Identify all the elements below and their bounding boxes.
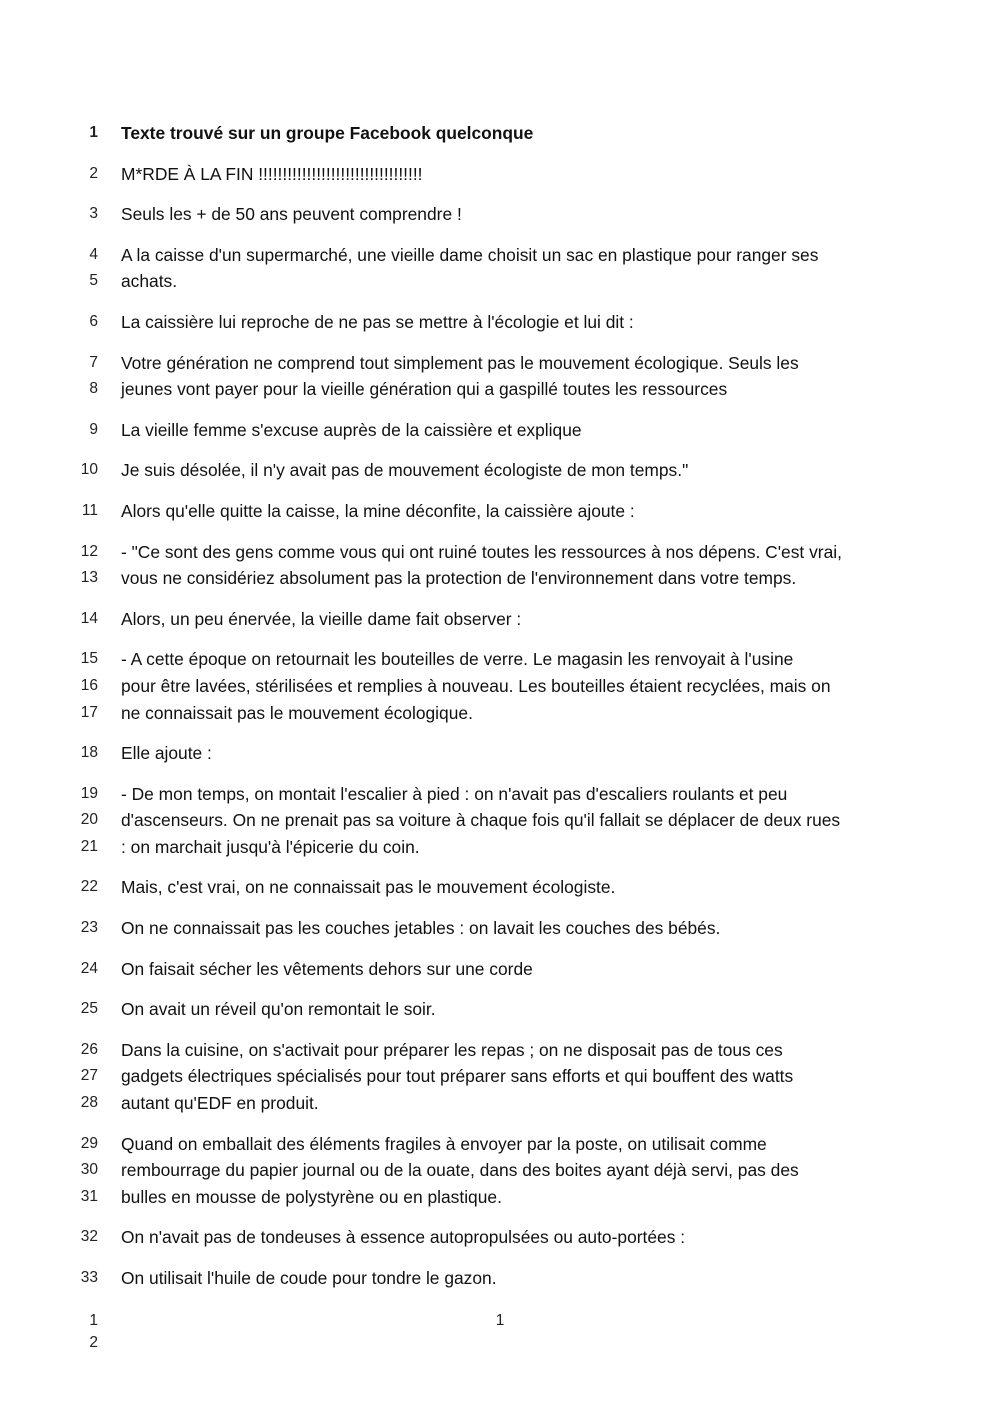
line-number: 6	[89, 312, 98, 330]
paragraph	[0, 915, 1000, 942]
text-line	[0, 996, 1000, 1023]
line-text: La caissière lui reproche de ne pas se mettre à l'écologie et lui dit :	[121, 311, 634, 332]
paragraph	[0, 996, 1000, 1023]
line-text: pour être lavées, stérilisées et remplies à nouveau. Les bouteilles étaient recyclées, mais on	[121, 675, 831, 696]
line-text: autant qu'EDF en produit.	[121, 1093, 319, 1114]
line-number: 25	[80, 1000, 98, 1018]
text-line	[0, 1265, 1000, 1292]
text-line	[0, 498, 1000, 525]
line-number: 5	[89, 272, 98, 290]
text-line	[0, 1090, 1000, 1117]
line-text: Seuls les + de 50 ans peuvent comprendre !	[121, 204, 462, 225]
paragraph	[0, 457, 1000, 484]
line-number: 1	[89, 124, 98, 141]
text-line	[0, 874, 1000, 901]
line-number: 18	[80, 744, 98, 762]
text-line	[0, 1063, 1000, 1090]
line-number: 17	[80, 703, 98, 721]
line-number: 10	[80, 461, 98, 479]
text-line	[0, 242, 1000, 269]
line-text: Texte trouvé sur un groupe Facebook quelconque	[121, 123, 534, 143]
line-text: Votre génération ne comprend tout simplement pas le mouvement écologique. Seuls les	[121, 352, 799, 373]
line-number: 12	[80, 542, 98, 560]
line-text: ne connaissait pas le mouvement écologique.	[121, 702, 473, 723]
text-line	[0, 350, 1000, 377]
paragraph	[0, 781, 1000, 861]
line-text: rembourrage du papier journal ou de la ouate, dans des boites ayant déjà servi, pas des	[121, 1160, 799, 1181]
line-text: On utilisait l'huile de coude pour tondre le gazon.	[121, 1268, 497, 1288]
line-text: On avait un réveil qu'on remontait le soir.	[121, 999, 436, 1020]
paragraph	[0, 201, 1000, 228]
text-line	[0, 740, 1000, 767]
paragraph	[0, 1265, 1000, 1292]
line-number: 14	[80, 609, 98, 627]
text-line	[0, 161, 1000, 188]
line-number: 2	[89, 164, 98, 182]
line-text: Alors qu'elle quitte la caisse, la mine déconfite, la caissière ajoute :	[121, 500, 635, 521]
paragraph	[0, 417, 1000, 444]
line-number: 11	[81, 501, 98, 519]
text-line	[0, 457, 1000, 484]
line-text: M*RDE À LA FIN !!!!!!!!!!!!!!!!!!!!!!!!!!!!!!!!!!	[121, 163, 423, 184]
document-body	[0, 120, 1000, 1306]
text-line	[0, 376, 1000, 403]
text-line	[0, 1184, 1000, 1211]
line-number: 30	[80, 1161, 98, 1179]
text-line	[0, 1131, 1000, 1158]
text-line	[0, 539, 1000, 566]
text-line	[0, 1037, 1000, 1064]
line-text: Alors, un peu énervée, la vieille dame fait observer :	[121, 608, 522, 629]
line-text: - "Ce sont des gens comme vous qui ont ruiné toutes les ressources à nos dépens. C'est vrai,	[121, 541, 842, 562]
line-text: La vieille femme s'excuse auprès de la caissière et explique	[121, 419, 582, 440]
text-line	[0, 956, 1000, 983]
line-number: 33	[80, 1269, 98, 1286]
footer-line-number: 2	[89, 1334, 98, 1351]
paragraph	[0, 956, 1000, 983]
line-text: : on marchait jusqu'à l'épicerie du coin.	[121, 836, 420, 857]
line-text: Dans la cuisine, on s'activait pour préparer les repas ; on ne disposait pas de tous ces	[121, 1039, 783, 1060]
line-text: - De mon temps, on montait l'escalier à pied : on n'avait pas d'escaliers roulants et peu	[121, 783, 788, 804]
text-line	[0, 606, 1000, 633]
text-line	[0, 834, 1000, 861]
line-number: 13	[80, 569, 98, 587]
paragraph	[0, 646, 1000, 726]
paragraph	[0, 120, 1000, 147]
line-text: d'ascenseurs. On ne prenait pas sa voiture à chaque fois qu'il fallait se déplacer de deux rues	[121, 810, 841, 831]
line-text: A la caisse d'un supermarché, une vieille dame choisit un sac en plastique pour ranger ses	[121, 244, 819, 265]
line-text: On faisait sécher les vêtements dehors sur une corde	[121, 958, 533, 979]
paragraph	[0, 874, 1000, 901]
paragraph	[0, 606, 1000, 633]
line-number: 23	[80, 919, 98, 937]
line-text: jeunes vont payer pour la vieille génération qui a gaspillé toutes les ressources	[121, 379, 728, 400]
line-number: 8	[89, 380, 98, 398]
line-number: 16	[80, 676, 98, 694]
line-text: On n'avait pas de tondeuses à essence autopropulsées ou auto-portées :	[121, 1227, 686, 1248]
line-number: 4	[89, 245, 98, 263]
text-line	[0, 781, 1000, 808]
line-number: 20	[80, 811, 98, 829]
line-text: achats.	[121, 271, 178, 292]
paragraph	[0, 1224, 1000, 1251]
text-line	[0, 807, 1000, 834]
text-line	[0, 201, 1000, 228]
text-line	[0, 673, 1000, 700]
line-text: - A cette époque on retournait les bouteilles de verre. Le magasin les renvoyait à l'usine	[121, 649, 794, 670]
line-number: 32	[80, 1228, 98, 1246]
footer-line-number: 1	[89, 1312, 98, 1329]
text-line	[0, 915, 1000, 942]
paragraph	[0, 242, 1000, 295]
line-text: Je suis désolée, il n'y avait pas de mouvement écologiste de mon temps."	[121, 460, 689, 481]
line-number: 22	[80, 878, 98, 896]
line-text: Mais, c'est vrai, on ne connaissait pas le mouvement écologiste.	[121, 877, 616, 898]
line-number: 19	[80, 784, 98, 802]
paragraph	[0, 161, 1000, 188]
line-number: 26	[80, 1040, 98, 1058]
line-number: 29	[80, 1134, 98, 1152]
page-number: 1	[495, 1312, 505, 1329]
paragraph	[0, 498, 1000, 525]
line-number: 7	[89, 353, 98, 371]
line-number: 15	[80, 650, 98, 668]
text-line	[0, 268, 1000, 295]
paragraph	[0, 539, 1000, 592]
line-number: 28	[80, 1094, 98, 1112]
line-number: 3	[89, 205, 98, 223]
line-text: bulles en mousse de polystyrène ou en plastique.	[121, 1186, 502, 1207]
line-number: 24	[80, 959, 98, 977]
paragraph	[0, 350, 1000, 403]
line-text: Quand on emballait des éléments fragiles à envoyer par la poste, on utilisait comme	[121, 1133, 767, 1154]
text-line	[0, 700, 1000, 727]
line-text: On ne connaissait pas les couches jetables : on lavait les couches des bébés.	[121, 918, 721, 939]
line-text: vous ne considériez absolument pas la protection de l'environnement dans votre temps.	[121, 568, 797, 589]
text-line	[0, 1157, 1000, 1184]
text-line	[0, 120, 1000, 147]
line-text: gadgets électriques spécialisés pour tout préparer sans efforts et qui bouffent des watts	[121, 1066, 794, 1087]
paragraph	[0, 309, 1000, 336]
line-number: 9	[89, 420, 98, 438]
text-line	[0, 565, 1000, 592]
text-line	[0, 309, 1000, 336]
line-number: 31	[80, 1187, 98, 1205]
line-number: 21	[80, 837, 98, 855]
paragraph	[0, 1037, 1000, 1117]
paragraph	[0, 1131, 1000, 1211]
text-line	[0, 646, 1000, 673]
text-line	[0, 1224, 1000, 1251]
text-line	[0, 417, 1000, 444]
paragraph	[0, 740, 1000, 767]
line-number: 27	[80, 1067, 98, 1085]
line-text: Elle ajoute :	[121, 743, 212, 764]
